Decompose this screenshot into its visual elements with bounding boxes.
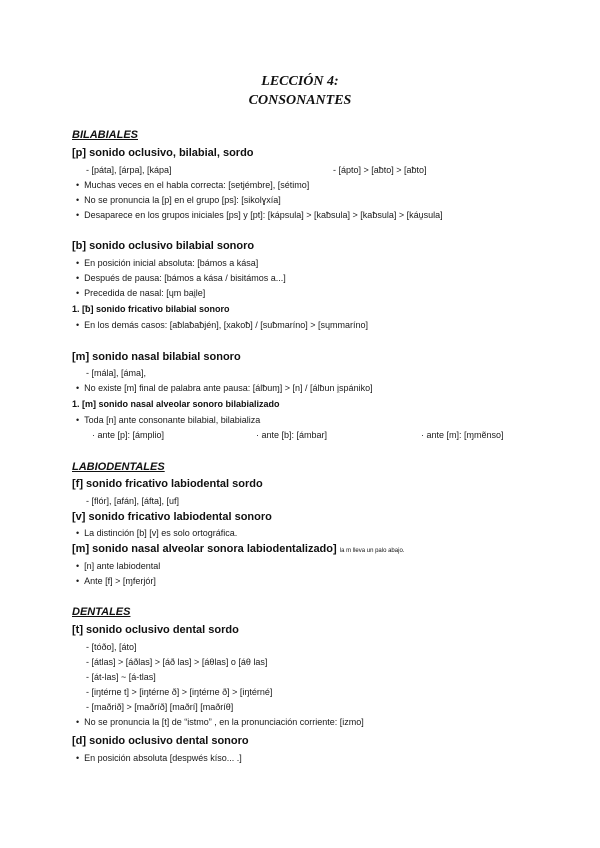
t-example-5: - [maðrið] > [maðríð] [maðrí] [maðríθ] [86,702,234,712]
heading-v: [v] sonido fricativo labiodental sonoro [72,511,272,523]
t-example-1: - [tóðo], [áto] [86,642,137,652]
v-bullet-1: • La distinción [b] [v] es solo ortográfica. [76,528,237,538]
m-subheading: 1. [m] sonido nasal alveolar sonoro bilabializado [72,399,280,409]
b-bullet-3: • Precedida de nasal: [ɥm bai̯le] [76,288,205,298]
f-examples: - [flór], [afán], [áfta], [uf] [86,496,180,506]
heading-b: [b] sonido oclusivo bilabial sonoro [72,240,255,252]
heading-p: [p] sonido oclusivo, bilabial, sordo [72,147,254,159]
p-examples-right: - [ápto] > [aƀto] > [aƀto] [333,165,427,175]
heading-m: [m] sonido nasal bilabial sonoro [72,351,241,363]
heading-d: [d] sonido oclusivo dental sonoro [72,735,249,747]
m-examples: - [mála], [áma], [86,368,147,378]
mnasal-bullet-1: • [n] ante labiodental [76,561,160,571]
heading-m-labiodental [72,543,404,555]
b-bullet-1: • En posición inicial absoluta: [bámos a kása] [76,258,258,268]
m-bullet-2: • Toda [n] ante consonante bilabial, bilabializa [76,415,260,425]
m-labiodental-note: la m lleva un palo abajo. [339,548,405,554]
m-bullet-1: • No existe [m] final de palabra ante pausa: [álƀuɱ] > [n] / [álƀun i̯spániko] [76,383,373,393]
lesson-subtitle: CONSONANTES [248,93,352,108]
section-dentales: DENTALES [72,606,131,618]
mnasal-bullet-2: • Ante [f] > [ɱferjór] [76,576,156,586]
p-bullet-3: • Desaparece en los grupos iniciales [ps] y [pt]: [kápsula] > [kaƀsula] > [kaƀsula] > [káu̯sula] [76,210,443,220]
b-bullet-2: • Después de pausa: [bámos a kása / bisitámos a...] [76,273,286,283]
t-example-2: - [átlas] > [áðlas] > [áð las] > [áθlas] o [áθ las] [86,657,268,667]
p-bullet-1: • Muchas veces en el habla correcta: [setjémbre], [sétimo] [76,180,309,190]
b-bullet-4: • En los demás casos: [aƀlaƀaƀjén], [xakoƀ] / [suƀmaríno] > [sɥmmaríno] [76,320,368,330]
t-example-4: - [iŋtérne t] > [iŋtérne ð] > [iŋtérne ð] > [iŋtérné] [86,687,273,697]
t-example-3: - [át-las] ~ [á-tlas] [86,672,156,682]
lesson-title: LECCIÓN 4: [261,74,339,89]
b-subheading: 1. [ƀ] sonido fricativo bilabial sonoro [72,304,230,314]
m-labiodental-title: [m] sonido nasal alveolar sonora labiodentalizado] [72,543,337,555]
d-bullet-1: • En posición absoluta [despwés kíso... .] [76,753,242,763]
heading-f: [f] sonido fricativo labiodental sordo [72,478,263,490]
p-examples: - [páta], [árpa], [kápa] [86,165,172,175]
p-bullet-2: • No se pronuncia la [p] en el grupo [ps]: [sikolɣxía] [76,195,281,205]
m-case-b: · ante [b]: [ámbar] [256,430,328,440]
section-bilabiales: BILABIALES [72,129,138,141]
m-case-m: · ante [m]: [ɱmẽnso] [421,430,504,440]
m-case-p: · ante [p]: [ámplio] [92,430,165,440]
section-labiodentales: LABIODENTALES [72,461,165,473]
heading-t: [t] sonido oclusivo dental sordo [72,624,239,636]
t-bullet-1: • No se pronuncia la [t] de “istmo” , en la pronunciación corriente: [izmo] [76,717,364,727]
